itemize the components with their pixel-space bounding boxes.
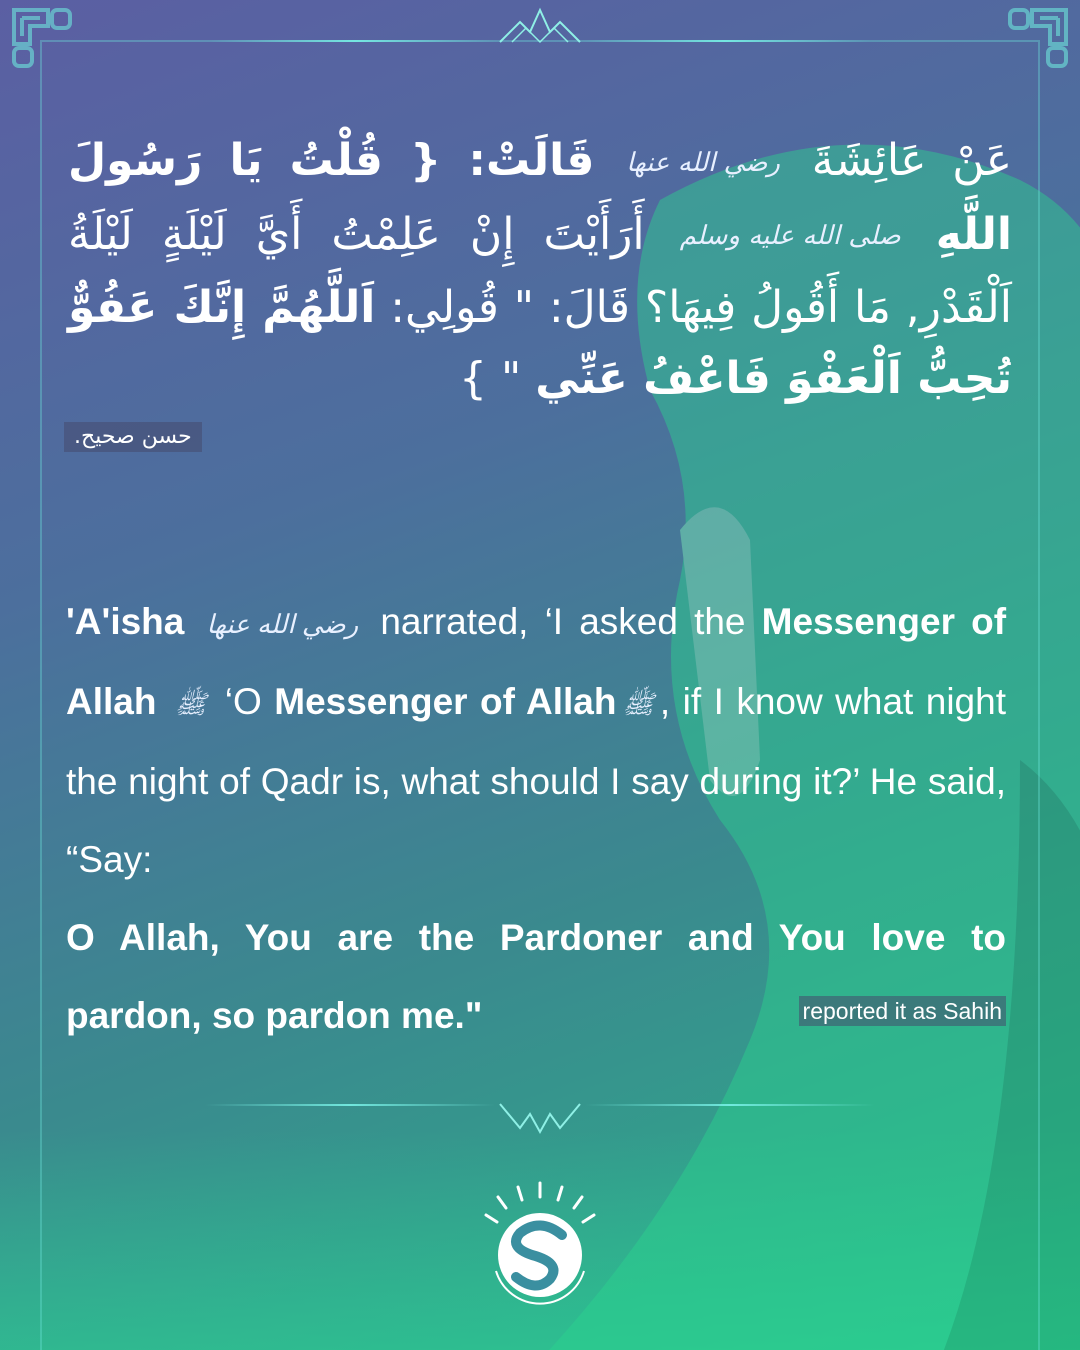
radiallahu-anha-calligraphy-icon: رضي الله عنها xyxy=(626,147,780,178)
salallahu-alayhi-wasallam-calligraphy-icon: صلى الله عليه وسلم xyxy=(679,221,901,251)
arabic-line-1b: قَالَتْ: { قُلْتُ يَا رَسُولَ اللَّهِ xyxy=(68,135,1012,260)
arabic-line-1: عَنْ عَائِشَةَ xyxy=(811,135,1012,186)
top-left-rule xyxy=(210,40,500,42)
narrator-name: 'A'isha xyxy=(66,601,185,642)
radiallahu-anha-calligraphy-icon: رضي الله عنها xyxy=(206,609,359,640)
bottom-left-rule xyxy=(205,1104,495,1106)
quote-start: ‘O xyxy=(224,681,262,723)
top-right-rule xyxy=(580,40,870,42)
salallahu-alayhi-wasallam-icon: ﷺ xyxy=(174,689,207,720)
salallahu-alayhi-wasallam-icon: ﷺ xyxy=(622,689,654,720)
arabic-hadith-text xyxy=(68,125,1012,414)
corner-ornament-icon xyxy=(1002,4,1072,74)
messenger-of-allah-2: Messenger of Allah xyxy=(274,681,617,723)
messenger-of-allah-1: Messenger of Allah xyxy=(66,601,1007,723)
question-text: , if I know what night the night of Qadr is, what should I say during it?’ He said, “Say: xyxy=(66,681,1006,881)
arabic-grade-label: حسن صحيح. xyxy=(64,422,202,452)
mountain-ornament-icon xyxy=(498,6,582,46)
narrated-text: narrated, ‘I asked the xyxy=(380,601,746,642)
english-dua: O Allah, You are the Pardoner and You love to pardon, so pardon me." xyxy=(66,917,1006,1037)
chevron-ornament-icon xyxy=(494,1098,586,1138)
english-translation xyxy=(66,583,1006,1055)
arabic-close: " } xyxy=(459,353,522,404)
sultan-schools-logo xyxy=(470,1175,610,1315)
bottom-right-rule xyxy=(585,1104,875,1106)
corner-ornament-icon xyxy=(8,4,78,74)
english-grade-label: reported it as Sahih xyxy=(799,996,1006,1026)
arabic-line-2: أَرَأَيْتَ إِنْ عَلِمْتُ أَيَّ لَيْلَةٍ لَيْلَةُ اَلْقَدْرِ, مَا أَقُولُ فِيهَا؟ قَالَ: " قُولِي: xyxy=(68,208,1012,333)
arabic-dua: اَللَّهُمَّ إِنَّكَ عَفُوٌّ تُحِبُّ اَلْعَفْوَ فَاعْفُ عَنِّي xyxy=(68,282,1012,404)
